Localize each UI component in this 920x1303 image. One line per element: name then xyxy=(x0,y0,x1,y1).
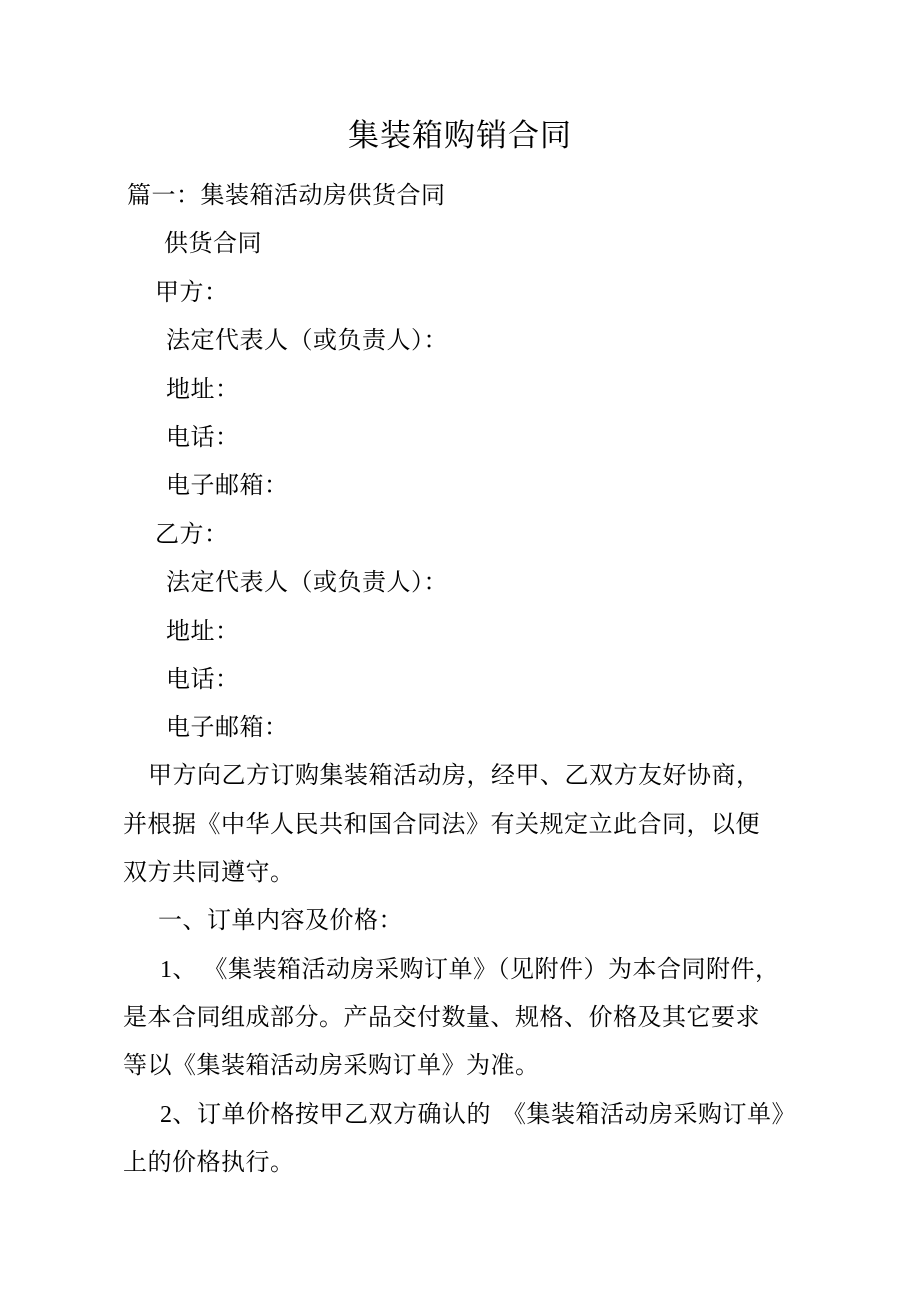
party-b-address-label: 地址： xyxy=(166,619,240,645)
party-b-legal-representative-label: 法定代表人（或负责人）： xyxy=(166,570,448,596)
party-a-legal-representative-label: 法定代表人（或负责人）： xyxy=(166,328,448,354)
section-1-heading: 一、订单内容及价格： xyxy=(158,908,403,934)
party-a-email-label: 电子邮箱： xyxy=(166,473,289,499)
party-a-phone-label: 电话： xyxy=(166,425,240,451)
preamble-line-3: 双方共同遵守。 xyxy=(123,860,295,886)
document-title: 集装箱购销合同 xyxy=(348,118,572,153)
part-one-heading: 篇一：集装箱活动房供货合同 xyxy=(127,183,446,209)
section-1-item-1-line-3: 等以《集装箱活动房采购订单》为准。 xyxy=(123,1053,540,1079)
section-1-item-2-line-2: 上的价格执行。 xyxy=(123,1150,295,1176)
party-b-email-label: 电子邮箱： xyxy=(166,715,289,741)
item-2-text-right: 《集装箱活动房采购订单》 xyxy=(502,1102,796,1128)
preamble-line-1: 甲方向乙方订购集装箱活动房，经甲、乙双方友好协商， xyxy=(148,763,761,789)
party-b-label: 乙方： xyxy=(155,522,229,548)
party-a-label: 甲方： xyxy=(155,280,229,306)
item-2-text-left: 2、订单价格按甲乙双方确认的 xyxy=(160,1102,491,1128)
section-1-item-1-line-2: 是本合同组成部分。产品交付数量、规格、价格及其它要求 xyxy=(123,1005,760,1031)
preamble-line-2: 并根据《中华人民共和国合同法》有关规定立此合同，以便 xyxy=(123,812,760,838)
supply-contract-subtitle: 供货合同 xyxy=(164,231,262,257)
party-a-address-label: 地址： xyxy=(166,377,240,403)
party-b-phone-label: 电话： xyxy=(166,667,240,693)
section-1-item-1-line-1: 1、 《集装箱活动房采购订单》（见附件）为本合同附件， xyxy=(160,957,780,983)
section-1-item-2-line-1 xyxy=(160,1100,796,1130)
